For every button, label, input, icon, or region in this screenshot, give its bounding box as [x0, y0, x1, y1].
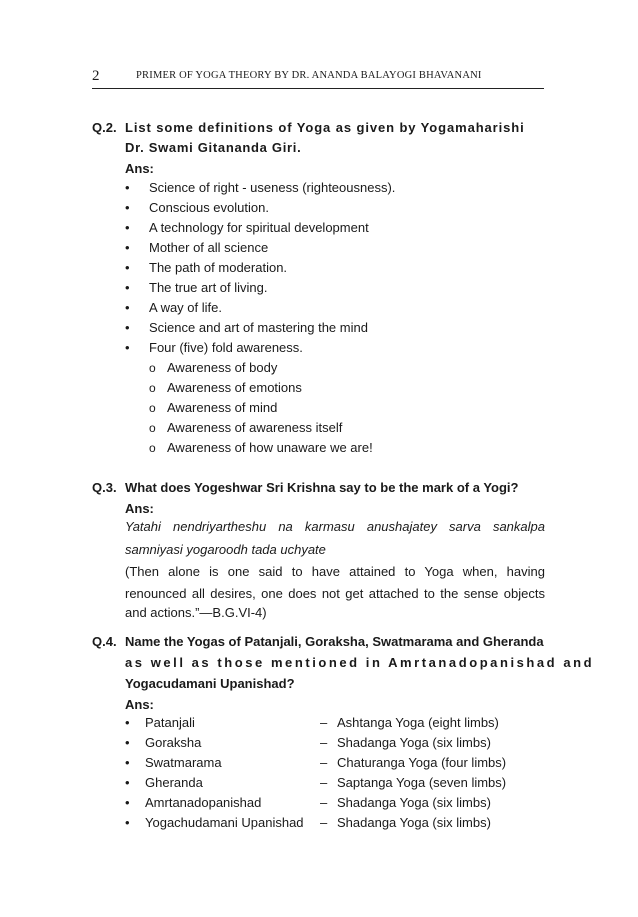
list-item: • Conscious evolution. [125, 198, 395, 218]
sublist-item: o Awareness of mind [149, 398, 373, 418]
list-item: • Goraksha – Shadanga Yoga (six limbs) [125, 733, 525, 753]
question-text-line-1: What does Yogeshwar Sri Krishna say to be the mark of a Yogi? [125, 480, 519, 495]
translation-line-2: renounced all desires, one does not get attached to the sense objects [125, 586, 545, 601]
list-item: • Patanjali – Ashtanga Yoga (eight limbs) [125, 713, 525, 733]
page-number: 2 [92, 68, 100, 84]
awareness-sublist [149, 358, 373, 458]
list-item: • Swatmarama – Chaturanga Yoga (four limbs) [125, 753, 525, 773]
question-text-line-1: Name the Yogas of Patanjali, Goraksha, Swatmarama and Gheranda [125, 634, 544, 649]
bullet-icon: • [125, 280, 130, 295]
bullet-icon: • [125, 775, 130, 790]
bullet-icon: • [125, 260, 130, 275]
bullet-icon: • [125, 340, 130, 355]
bullet-icon: • [125, 795, 130, 810]
definitions-list [125, 178, 395, 358]
bullet-icon: • [125, 180, 130, 195]
list-item: • The true art of living. [125, 278, 395, 298]
list-item: • A technology for spiritual development [125, 218, 395, 238]
page-header [92, 66, 544, 89]
question-text-line-2: Dr. Swami Gitananda Giri. [125, 140, 302, 155]
answer-label: Ans: [125, 697, 154, 712]
sublist-item: o Awareness of how unaware we are! [149, 438, 373, 458]
running-title: PRIMER OF YOGA THEORY BY DR. ANANDA BALAYOGI BHAVANANI [136, 70, 482, 81]
sublist-item: o Awareness of emotions [149, 378, 373, 398]
list-item: • Yogachudamani Upanishad – Shadanga Yoga (six limbs) [125, 813, 525, 833]
verse-line-2: samniyasi yogaroodh tada uchyate [125, 542, 326, 557]
yoga-types-list [125, 713, 525, 833]
sublist-item: o Awareness of awareness itself [149, 418, 373, 438]
list-item: • Amrtanadopanishad – Shadanga Yoga (six limbs) [125, 793, 525, 813]
bullet-icon: • [125, 300, 130, 315]
bullet-icon: • [125, 755, 130, 770]
question-text-line-2: as well as those mentioned in Amrtanadopanishad and [125, 655, 595, 670]
list-item: • The path of moderation. [125, 258, 395, 278]
list-item: • Science and art of mastering the mind [125, 318, 395, 338]
bullet-icon: • [125, 715, 130, 730]
sublist-item: o Awareness of body [149, 358, 373, 378]
question-number: Q.2. [92, 120, 117, 135]
list-item: • Gheranda – Saptanga Yoga (seven limbs) [125, 773, 525, 793]
circle-bullet-icon: o [149, 421, 156, 435]
list-item: • Four (five) fold awareness. [125, 338, 395, 358]
circle-bullet-icon: o [149, 381, 156, 395]
bullet-icon: • [125, 220, 130, 235]
bullet-icon: • [125, 815, 130, 830]
bullet-icon: • [125, 200, 130, 215]
question-number: Q.3. [92, 480, 117, 495]
question-number: Q.4. [92, 634, 117, 649]
answer-label: Ans: [125, 161, 154, 176]
translation-line-3: and actions.”—B.G.VI-4) [125, 605, 267, 620]
verse-line-1: Yatahi nendriyartheshu na karmasu anushajatey sarva sankalpa [125, 519, 545, 534]
circle-bullet-icon: o [149, 361, 156, 375]
circle-bullet-icon: o [149, 401, 156, 415]
answer-label: Ans: [125, 501, 154, 516]
list-item: • Science of right - useness (righteousness). [125, 178, 395, 198]
translation-line-1: (Then alone is one said to have attained to Yoga when, having [125, 564, 545, 579]
question-text-line-1: List some definitions of Yoga as given by Yogamaharishi [125, 120, 525, 135]
bullet-icon: • [125, 320, 130, 335]
list-item: • A way of life. [125, 298, 395, 318]
question-text-line-3: Yogacudamani Upanishad? [125, 676, 295, 691]
circle-bullet-icon: o [149, 441, 156, 455]
bullet-icon: • [125, 240, 130, 255]
list-item: • Mother of all science [125, 238, 395, 258]
bullet-icon: • [125, 735, 130, 750]
